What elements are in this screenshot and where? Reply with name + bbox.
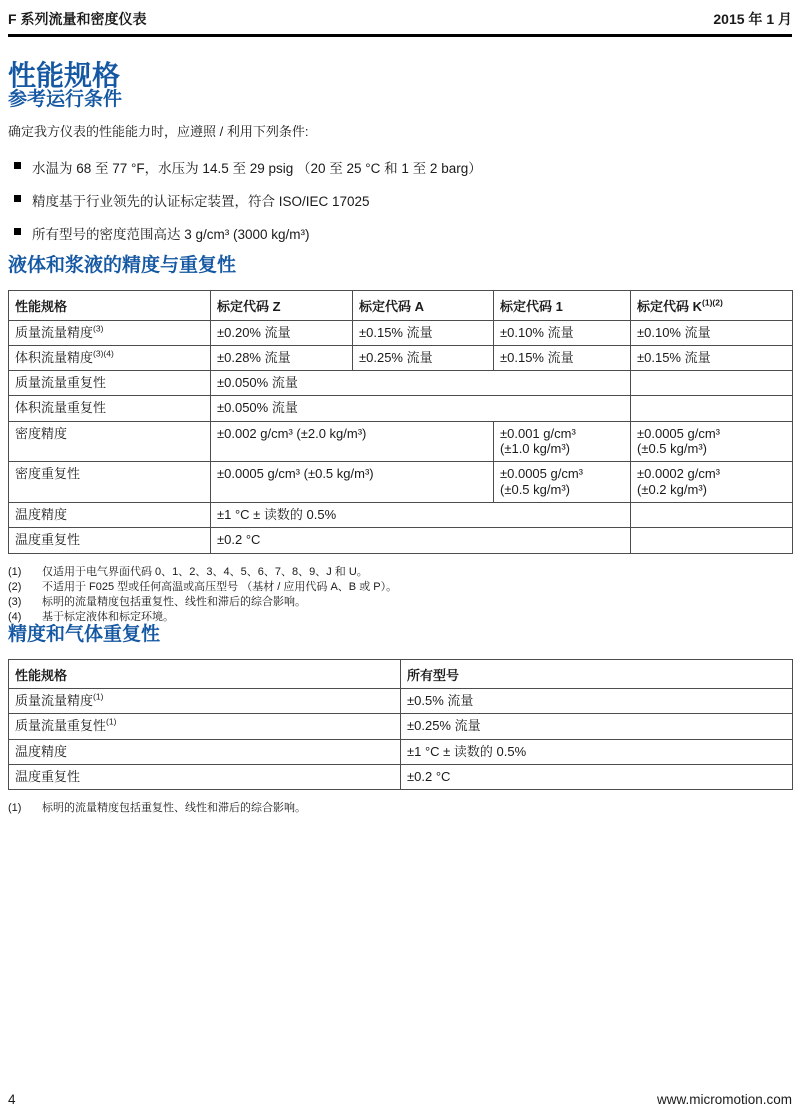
spec-cell: ±0.15% 流量 <box>631 345 793 370</box>
row-label: 密度精度 <box>9 421 211 462</box>
bullet-item <box>8 190 792 210</box>
table-row <box>9 345 793 370</box>
footnote <box>8 801 792 816</box>
footnote-marker: (1) <box>8 565 22 578</box>
footnote-marker: (3) <box>8 595 22 608</box>
table-row <box>9 764 793 789</box>
footnote-ref: (3) <box>93 323 104 334</box>
spec-value-line1: ±0.001 g/cm³ <box>500 425 576 441</box>
bullet-square-icon <box>14 162 21 169</box>
document-header <box>8 0 792 37</box>
row-label: 温度精度 <box>9 503 211 528</box>
column-header-cal-a: 标定代码 A <box>353 291 494 320</box>
footnote-text: 标明的流量精度包括重复性、线性和滞后的综合影响。 <box>42 595 306 608</box>
table-header-row <box>9 659 793 688</box>
reference-bullet-list <box>8 157 792 243</box>
bullet-text: 所有型号的密度范围高达 3 g/cm³ (3000 kg/m³) <box>32 227 310 243</box>
bullet-text: 水温为 68 至 77 °F，水压为 14.5 至 29 psig （20 至 25 °C 和 1 至 2 barg） <box>32 161 482 177</box>
spec-cell: ±0.25% 流量 <box>353 345 494 370</box>
row-label <box>9 320 211 345</box>
spec-cell-span: ±0.0005 g/cm³ (±0.5 kg/m³) <box>211 462 494 503</box>
spec-cell <box>631 421 793 462</box>
spec-cell-span: ±0.050% 流量 <box>211 371 631 396</box>
table-row <box>9 320 793 345</box>
footnote-marker: (4) <box>8 610 22 623</box>
spec-cell: ±0.25% 流量 <box>401 714 793 739</box>
spec-cell-span: ±0.050% 流量 <box>211 396 631 421</box>
spec-value-line2: (±0.2 kg/m³) <box>637 481 707 497</box>
header-date: 2015 年 1 月 <box>713 11 792 27</box>
row-label <box>9 689 401 714</box>
footnote <box>8 580 792 595</box>
reference-intro-text: 确定我方仪表的性能能力时，应遵照 / 利用下列条件: <box>8 124 309 140</box>
table-header-row <box>9 291 793 320</box>
spec-cell: ±0.10% 流量 <box>631 320 793 345</box>
row-label: 质量流量重复性 <box>9 371 211 396</box>
row-label-text: 体积流量精度 <box>15 349 94 365</box>
table-row <box>9 714 793 739</box>
table-row <box>9 503 793 528</box>
spec-value-line2: (±0.5 kg/m³) <box>637 441 707 457</box>
row-label-text: 质量流量精度 <box>15 324 94 340</box>
column-header-cal-k <box>631 291 793 320</box>
bullet-text: 精度基于行业领先的认证标定装置，符合 ISO/IEC 17025 <box>32 194 370 210</box>
row-label: 温度重复性 <box>9 528 211 553</box>
column-header-spec: 性能规格 <box>9 659 401 688</box>
liquid-performance-table <box>8 290 793 554</box>
spec-cell: ±0.5% 流量 <box>401 689 793 714</box>
spec-value-line1: ±0.0005 g/cm³ <box>500 466 584 482</box>
page-number: 4 <box>8 1092 16 1107</box>
bullet-item <box>8 223 792 243</box>
section-heading-liquid-accuracy: 液体和浆液的精度与重复性 <box>8 255 237 277</box>
footnote-text: 标明的流量精度包括重复性、线性和滞后的综合影响。 <box>42 802 306 815</box>
empty-cell <box>631 528 793 553</box>
spec-cell: ±0.2 °C <box>401 764 793 789</box>
footnote-ref: (3)(4) <box>93 348 114 359</box>
footnote-marker: (1) <box>8 802 22 815</box>
bullet-square-icon <box>14 195 21 202</box>
footnote-text: 不适用于 F025 型或任何高温或高压型号 （基材 / 应用代码 A、B 或 P）。 <box>42 580 398 593</box>
footnote-ref: (1) <box>106 717 117 727</box>
row-label: 体积流量重复性 <box>9 396 211 421</box>
column-header-spec: 性能规格 <box>9 291 211 320</box>
empty-cell <box>631 396 793 421</box>
gas-footnotes <box>8 801 792 816</box>
column-header-cal-z: 标定代码 Z <box>211 291 353 320</box>
footnote-ref: (1) <box>93 691 104 702</box>
footnote <box>8 595 792 610</box>
row-label: 温度精度 <box>9 739 401 764</box>
bullet-item <box>8 157 792 177</box>
column-header-cal-1: 标定代码 1 <box>494 291 631 320</box>
row-label: 密度重复性 <box>9 462 211 503</box>
empty-cell <box>631 371 793 396</box>
table-row <box>9 462 793 503</box>
spec-value-line1: ±0.0002 g/cm³ <box>637 466 721 482</box>
section-heading-reference-conditions: 参考运行条件 <box>8 89 123 111</box>
header-product-title: F 系列流量和密度仪表 <box>8 11 147 27</box>
spec-value-line2: (±0.5 kg/m³) <box>500 481 570 497</box>
footnote <box>8 610 792 625</box>
page-title: 性能规格 <box>8 60 121 91</box>
row-label: 温度重复性 <box>9 764 401 789</box>
spec-cell: ±0.28% 流量 <box>211 345 353 370</box>
spec-cell: ±0.15% 流量 <box>494 345 631 370</box>
row-label <box>9 714 401 739</box>
row-label-text: 质量流量重复性 <box>15 718 107 734</box>
spec-cell <box>494 462 631 503</box>
table-row <box>9 739 793 764</box>
spec-cell: ±0.10% 流量 <box>494 320 631 345</box>
spec-cell-span: ±0.002 g/cm³ (±2.0 kg/m³) <box>211 421 494 462</box>
footnote-marker: (2) <box>8 580 22 593</box>
footnote <box>8 565 792 580</box>
document-footer <box>8 1092 792 1107</box>
spec-cell: ±0.20% 流量 <box>211 320 353 345</box>
website-url: www.micromotion.com <box>656 1092 792 1107</box>
gas-performance-table <box>8 659 793 791</box>
footnote-text: 基于标定液体和标定环境。 <box>42 610 174 623</box>
spec-cell: ±1 °C ± 读数的 0.5% <box>401 739 793 764</box>
spec-cell-span: ±1 °C ± 读数的 0.5% <box>211 503 631 528</box>
bullet-square-icon <box>14 228 21 235</box>
table-row <box>9 689 793 714</box>
liquid-footnotes <box>8 565 792 625</box>
table-row <box>9 396 793 421</box>
column-header-all-models: 所有型号 <box>401 659 793 688</box>
spec-cell <box>631 462 793 503</box>
section-heading-gas-accuracy: 精度和气体重复性 <box>8 623 161 645</box>
spec-cell <box>494 421 631 462</box>
row-label <box>9 345 211 370</box>
spec-value-line1: ±0.0005 g/cm³ <box>637 425 721 441</box>
column-header-label: 标定代码 K <box>637 299 703 315</box>
table-row <box>9 371 793 396</box>
spec-cell-span: ±0.2 °C <box>211 528 631 553</box>
footnote-ref: (1)(2) <box>702 297 723 308</box>
row-label-text: 质量流量精度 <box>15 693 94 708</box>
spec-value-line2: (±1.0 kg/m³) <box>500 441 570 457</box>
empty-cell <box>631 503 793 528</box>
table-row <box>9 421 793 462</box>
footnote-text: 仅适用于电气界面代码 0、1、2、3、4、5、6、7、8、9、J 和 U。 <box>42 565 368 578</box>
table-row <box>9 528 793 553</box>
spec-cell: ±0.15% 流量 <box>353 320 494 345</box>
